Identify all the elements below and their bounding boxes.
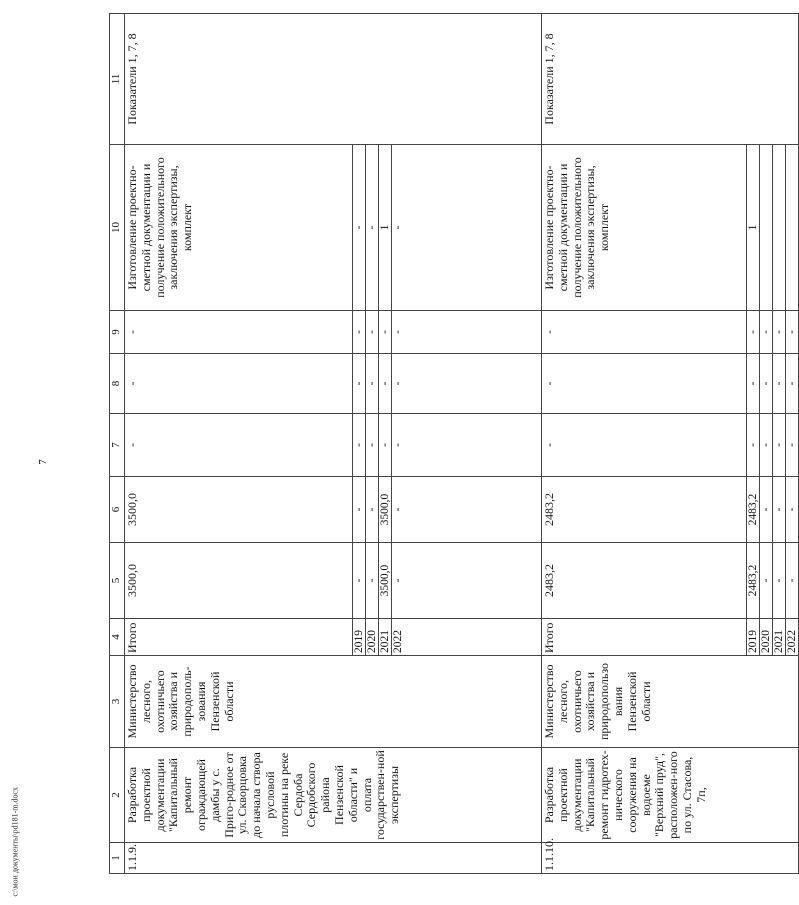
cell-value: - [353,354,366,414]
responsible-executor: Министерство лесного, охотничьего хозяйства и природопользо вания Пензенской области [542,656,799,748]
cell-value: - [379,414,392,477]
year-cell: 2021 [379,619,392,656]
cell-value: - [542,311,747,354]
cell-value: - [353,311,366,354]
cell-value: - [392,311,542,354]
measure-description: Разработка проектной документации "Капитальный ремонт гидротех-нического сооружения на водоеме "Верхний пруд", расположен-ного по ул. Стасова, 7п, [542,748,799,843]
cell-value: - [760,543,773,619]
cell-value: - [786,477,799,543]
program-table [109,13,799,874]
cell-value: 2483,2 [542,543,747,619]
cell-value: - [760,414,773,477]
result-description: Изготовление проектно-сметной документации и получение положительного заключения экспертизы, комплект [542,145,747,311]
total-label: Итого [125,619,353,656]
file-path-footer: c:\мои документы\pd181-m.docx [10,786,20,897]
cell-value: - [760,311,773,354]
measure-description: Разработка проектной документации "Капитальный ремонт ограждающей дамбы у с. Приго-родное от ул. Скворцовка до начала створа русловой плотины на реке Сердоба Сердобского района Пензенской области" и оплата государствен-ной экспертизы [125,748,542,843]
cell-value: - [379,311,392,354]
year-cell: 2022 [786,619,799,656]
cell-value: - [747,354,760,414]
cell-value: - [773,543,786,619]
cell-value: - [125,354,353,414]
column-number-row [110,14,125,874]
indicators: Показатели 1, 7, 8 [542,14,799,145]
cell-value: - [392,543,542,619]
cell-value: - [786,543,799,619]
cell-value [786,145,799,311]
col-header: 7 [110,414,125,477]
table-row-total [542,14,747,874]
cell-value: 3500,0 [125,477,353,543]
cell-value: - [366,145,379,311]
cell-value: - [353,414,366,477]
cell-value: - [760,354,773,414]
cell-value: 2483,2 [747,543,760,619]
cell-value: 3500,0 [379,477,392,543]
rotated-table-wrapper [109,14,798,874]
cell-value: 1 [379,145,392,311]
row-number: 1.1.10. [542,843,799,874]
cell-value: - [366,414,379,477]
total-label: Итого [542,619,747,656]
cell-value [760,145,773,311]
cell-value: - [392,354,542,414]
col-header: 10 [110,145,125,311]
col-header: 6 [110,477,125,543]
cell-value: - [353,477,366,543]
cell-value: - [392,477,542,543]
cell-value: - [747,311,760,354]
cell-value: - [786,414,799,477]
cell-value: - [379,354,392,414]
table-row-total [125,14,353,874]
cell-value: 3500,0 [379,543,392,619]
cell-value: - [542,354,747,414]
indicators: Показатели 1, 7, 8 [125,14,542,145]
cell-value: - [786,354,799,414]
cell-value: - [125,414,353,477]
cell-value: - [392,145,542,311]
col-header: 2 [110,748,125,843]
cell-value: - [773,477,786,543]
year-cell: 2019 [747,619,760,656]
cell-value: - [366,477,379,543]
cell-value: 2483,2 [542,477,747,543]
cell-value: - [353,543,366,619]
col-header: 11 [110,14,125,145]
cell-value: - [366,311,379,354]
cell-value: - [542,414,747,477]
cell-value: - [366,354,379,414]
result-description: Изготовление проектно-сметной документации и получение положительного заключения экспертизы, комплект [125,145,353,311]
cell-value: - [125,311,353,354]
cell-value: 3500,0 [125,543,353,619]
cell-value: - [747,414,760,477]
cell-value: 1 [747,145,760,311]
cell-value: - [760,477,773,543]
page-number: 7 [36,459,49,465]
cell-value [773,145,786,311]
cell-value: - [773,311,786,354]
year-cell: 2020 [366,619,379,656]
responsible-executor: Министерство лесного, охотничьего хозяйства и природополь-зования Пензенской области [125,656,542,748]
cell-value: - [773,354,786,414]
cell-value: - [392,414,542,477]
year-cell: 2020 [760,619,773,656]
year-cell: 2021 [773,619,786,656]
cell-value: - [353,145,366,311]
cell-value: 2483,2 [747,477,760,543]
col-header: 9 [110,311,125,354]
cell-value: - [786,311,799,354]
cell-value: - [366,543,379,619]
col-header: 1 [110,843,125,874]
col-header: 3 [110,656,125,748]
year-cell: 2019 [353,619,366,656]
col-header: 5 [110,543,125,619]
year-cell: 2022 [392,619,542,656]
col-header: 8 [110,354,125,414]
cell-value: - [773,414,786,477]
row-number: 1.1.9. [125,843,542,874]
col-header: 4 [110,619,125,656]
